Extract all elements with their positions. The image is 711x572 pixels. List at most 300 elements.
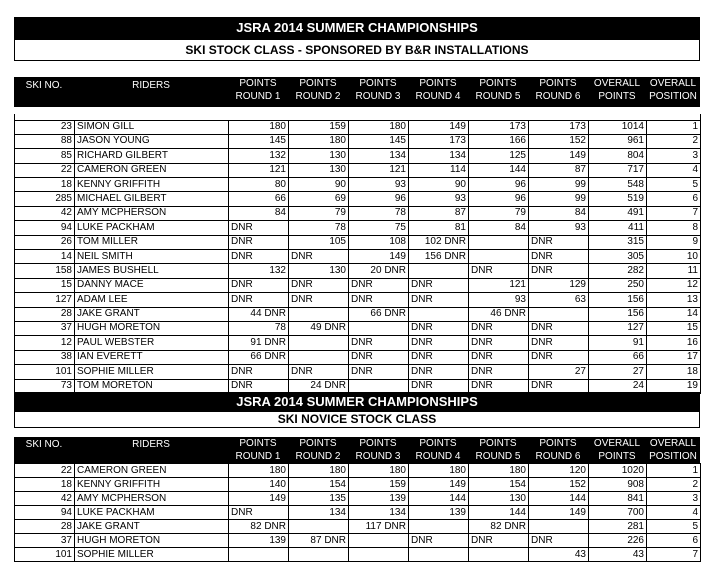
cell-ski-no: 22 [15, 163, 75, 177]
cell-round-2 [289, 307, 349, 321]
cell-round-4: DNR [409, 293, 469, 307]
cell-round-1: 84 [229, 206, 289, 220]
cell-round-2: 78 [289, 221, 349, 235]
header-overall-position: OVERALL POSITION [649, 438, 697, 462]
cell-rider: TOM MILLER [75, 235, 229, 249]
cell-round-4: 87 [409, 206, 469, 220]
table-row [15, 264, 701, 278]
cell-round-3 [349, 321, 409, 335]
cell-round-5: 173 [469, 120, 529, 134]
cell-round-4: 114 [409, 163, 469, 177]
table-row [15, 492, 701, 506]
cell-overall-position: 5 [647, 520, 701, 534]
cell-overall-points: 305 [589, 250, 647, 264]
cell-round-1: 82 DNR [229, 520, 289, 534]
cell-ski-no: 37 [15, 534, 75, 548]
cell-round-4 [409, 548, 469, 562]
cell-rider: KENNY GRIFFITH [75, 178, 229, 192]
cell-round-2: 154 [289, 478, 349, 492]
cell-round-5: 84 [469, 221, 529, 235]
cell-round-6: 149 [529, 149, 589, 163]
cell-round-4: DNR [409, 321, 469, 335]
cell-overall-position: 14 [647, 307, 701, 321]
cell-round-1: 139 [229, 534, 289, 548]
cell-round-1: 140 [229, 478, 289, 492]
cell-overall-points: 1020 [589, 464, 647, 478]
cell-round-3: 149 [349, 250, 409, 264]
cell-round-6: 43 [529, 548, 589, 562]
cell-round-6: DNR [529, 264, 589, 278]
cell-overall-position: 7 [647, 206, 701, 220]
cell-rider: JAKE GRANT [75, 307, 229, 321]
cell-overall-position: 4 [647, 163, 701, 177]
cell-round-1: DNR [229, 221, 289, 235]
header-overall-position: OVERALL POSITION [649, 78, 697, 102]
cell-round-4: 149 [409, 120, 469, 134]
cell-round-4: 90 [409, 178, 469, 192]
cell-round-6: 152 [529, 478, 589, 492]
cell-round-2: 49 DNR [289, 321, 349, 335]
cell-overall-position: 12 [647, 278, 701, 292]
cell-round-1: DNR [229, 235, 289, 249]
cell-ski-no: 37 [15, 321, 75, 335]
cell-round-2: 69 [289, 192, 349, 206]
table-row [15, 350, 701, 364]
cell-round-5: 144 [469, 506, 529, 520]
cell-round-2: 130 [289, 163, 349, 177]
cell-round-4: 102 DNR [409, 235, 469, 249]
cell-round-1: 80 [229, 178, 289, 192]
cell-rider: CAMERON GREEN [75, 464, 229, 478]
cell-rider: AMY MCPHERSON [75, 206, 229, 220]
cell-overall-points: 66 [589, 350, 647, 364]
cell-round-3: 180 [349, 464, 409, 478]
cell-round-2: 79 [289, 206, 349, 220]
cell-overall-position: 2 [647, 134, 701, 148]
cell-ski-no: 101 [15, 365, 75, 379]
cell-round-2: 87 DNR [289, 534, 349, 548]
header-round-4: POINTS ROUND 4 [415, 438, 461, 462]
header-ski-no: SKI NO. [25, 439, 63, 450]
cell-round-6: DNR [529, 350, 589, 364]
cell-round-1: 91 DNR [229, 336, 289, 350]
cell-ski-no: 14 [15, 250, 75, 264]
cell-ski-no: 15 [15, 278, 75, 292]
cell-round-1: DNR [229, 278, 289, 292]
cell-round-6: DNR [529, 379, 589, 393]
cell-overall-points: 91 [589, 336, 647, 350]
cell-overall-points: 411 [589, 221, 647, 235]
table-row [15, 134, 701, 148]
cell-round-4: 93 [409, 192, 469, 206]
table-row [15, 293, 701, 307]
cell-round-6: 63 [529, 293, 589, 307]
stock-subtitle: SKI STOCK CLASS - SPONSORED BY B&R INSTALLATIONS [14, 39, 700, 61]
cell-round-1: 149 [229, 492, 289, 506]
cell-overall-points: 281 [589, 520, 647, 534]
cell-round-2 [289, 520, 349, 534]
cell-round-1 [229, 548, 289, 562]
cell-round-1: 66 [229, 192, 289, 206]
cell-ski-no: 85 [15, 149, 75, 163]
header-round-2: POINTS ROUND 2 [295, 438, 341, 462]
cell-overall-position: 2 [647, 478, 701, 492]
cell-round-1: 121 [229, 163, 289, 177]
cell-overall-position: 8 [647, 221, 701, 235]
cell-round-2: 105 [289, 235, 349, 249]
cell-rider: HUGH MORETON [75, 321, 229, 335]
cell-overall-points: 548 [589, 178, 647, 192]
cell-round-6: 129 [529, 278, 589, 292]
cell-ski-no: 42 [15, 206, 75, 220]
cell-overall-position: 6 [647, 534, 701, 548]
cell-ski-no: 18 [15, 478, 75, 492]
cell-overall-points: 700 [589, 506, 647, 520]
cell-round-5: 96 [469, 192, 529, 206]
cell-round-2: 180 [289, 134, 349, 148]
cell-round-6 [529, 520, 589, 534]
cell-round-3: 108 [349, 235, 409, 249]
table-row [15, 178, 701, 192]
cell-round-6: 27 [529, 365, 589, 379]
cell-round-5: 154 [469, 478, 529, 492]
cell-round-5: 180 [469, 464, 529, 478]
cell-round-5: 93 [469, 293, 529, 307]
header-round-4: POINTS ROUND 4 [415, 78, 461, 102]
cell-round-3: 93 [349, 178, 409, 192]
cell-round-3: 66 DNR [349, 307, 409, 321]
cell-round-2: 134 [289, 506, 349, 520]
cell-rider: SOPHIE MILLER [75, 548, 229, 562]
cell-round-5: 125 [469, 149, 529, 163]
cell-round-4: 139 [409, 506, 469, 520]
cell-round-6: 149 [529, 506, 589, 520]
cell-round-4: 149 [409, 478, 469, 492]
cell-round-6 [529, 307, 589, 321]
cell-round-5 [469, 548, 529, 562]
cell-overall-points: 226 [589, 534, 647, 548]
novice-title: JSRA 2014 SUMMER CHAMPIONSHIPS [14, 392, 700, 411]
cell-overall-position: 7 [647, 548, 701, 562]
cell-rider: RICHARD GILBERT [75, 149, 229, 163]
table-row [15, 336, 701, 350]
cell-ski-no: 38 [15, 350, 75, 364]
header-ski-no: SKI NO. [25, 80, 63, 91]
cell-rider: JAMES BUSHELL [75, 264, 229, 278]
novice-results-table [14, 463, 701, 562]
cell-rider: KENNY GRIFFITH [75, 478, 229, 492]
header-overall-points: OVERALL POINTS [593, 438, 641, 462]
cell-round-5: 144 [469, 163, 529, 177]
cell-rider: LUKE PACKHAM [75, 221, 229, 235]
header-round-2: POINTS ROUND 2 [295, 78, 341, 102]
cell-overall-position: 18 [647, 365, 701, 379]
cell-round-5: DNR [469, 321, 529, 335]
cell-round-2: DNR [289, 250, 349, 264]
cell-round-1: DNR [229, 250, 289, 264]
table-row [15, 464, 701, 478]
cell-overall-points: 250 [589, 278, 647, 292]
table-row [15, 278, 701, 292]
cell-round-5: DNR [469, 534, 529, 548]
cell-round-2 [289, 548, 349, 562]
cell-round-3: 121 [349, 163, 409, 177]
cell-overall-position: 3 [647, 492, 701, 506]
cell-round-2: DNR [289, 278, 349, 292]
cell-overall-position: 3 [647, 149, 701, 163]
cell-round-6: DNR [529, 336, 589, 350]
cell-round-5: DNR [469, 379, 529, 393]
cell-round-1: DNR [229, 365, 289, 379]
cell-ski-no: 28 [15, 520, 75, 534]
cell-round-4: DNR [409, 534, 469, 548]
cell-rider: NEIL SMITH [75, 250, 229, 264]
cell-ski-no: 23 [15, 120, 75, 134]
header-round-3: POINTS ROUND 3 [355, 78, 401, 102]
cell-overall-points: 127 [589, 321, 647, 335]
cell-rider: SIMON GILL [75, 120, 229, 134]
cell-ski-no: 94 [15, 506, 75, 520]
cell-round-6: DNR [529, 250, 589, 264]
cell-round-3: DNR [349, 350, 409, 364]
cell-overall-points: 491 [589, 206, 647, 220]
cell-round-4 [409, 520, 469, 534]
novice-subtitle: SKI NOVICE STOCK CLASS [14, 411, 700, 428]
cell-overall-position: 10 [647, 250, 701, 264]
table-row [15, 548, 701, 562]
cell-overall-points: 282 [589, 264, 647, 278]
cell-round-3: 96 [349, 192, 409, 206]
cell-rider: AMY MCPHERSON [75, 492, 229, 506]
table-row [15, 250, 701, 264]
cell-rider: TOM MORETON [75, 379, 229, 393]
header-round-5: POINTS ROUND 5 [475, 78, 521, 102]
cell-ski-no: 101 [15, 548, 75, 562]
cell-overall-points: 961 [589, 134, 647, 148]
table-row [15, 192, 701, 206]
cell-overall-position: 5 [647, 178, 701, 192]
cell-round-3: DNR [349, 336, 409, 350]
cell-ski-no: 88 [15, 134, 75, 148]
cell-round-6: 84 [529, 206, 589, 220]
cell-overall-position: 1 [647, 120, 701, 134]
cell-rider: CAMERON GREEN [75, 163, 229, 177]
cell-round-5: 166 [469, 134, 529, 148]
table-row [15, 120, 701, 134]
header-round-5: POINTS ROUND 5 [475, 438, 521, 462]
cell-overall-position: 1 [647, 464, 701, 478]
cell-round-6: 144 [529, 492, 589, 506]
table-row [15, 221, 701, 235]
stock-results-table [14, 114, 701, 394]
cell-round-3 [349, 534, 409, 548]
cell-round-6: 99 [529, 178, 589, 192]
header-riders: RIDERS [132, 80, 170, 91]
table-row [15, 321, 701, 335]
cell-overall-position: 16 [647, 336, 701, 350]
cell-round-3: 145 [349, 134, 409, 148]
cell-round-4: 180 [409, 464, 469, 478]
cell-round-6: 93 [529, 221, 589, 235]
cell-overall-position: 9 [647, 235, 701, 249]
cell-ski-no: 28 [15, 307, 75, 321]
table-row [15, 235, 701, 249]
table-row [15, 163, 701, 177]
cell-round-2: 130 [289, 264, 349, 278]
cell-round-1: 180 [229, 464, 289, 478]
cell-round-4: 81 [409, 221, 469, 235]
cell-ski-no: 18 [15, 178, 75, 192]
cell-rider: DANNY MACE [75, 278, 229, 292]
cell-round-3 [349, 548, 409, 562]
cell-rider: JAKE GRANT [75, 520, 229, 534]
cell-round-5: 82 DNR [469, 520, 529, 534]
cell-round-3: 134 [349, 149, 409, 163]
cell-rider: IAN EVERETT [75, 350, 229, 364]
cell-round-4: DNR [409, 379, 469, 393]
table-row [15, 478, 701, 492]
cell-round-6: 87 [529, 163, 589, 177]
cell-overall-points: 908 [589, 478, 647, 492]
table-row [15, 534, 701, 548]
cell-round-3: DNR [349, 293, 409, 307]
stock-header-row [14, 77, 700, 107]
cell-round-2: 90 [289, 178, 349, 192]
cell-round-3: 78 [349, 206, 409, 220]
cell-round-3: DNR [349, 365, 409, 379]
cell-round-4: DNR [409, 365, 469, 379]
cell-round-4: DNR [409, 350, 469, 364]
cell-round-3: 117 DNR [349, 520, 409, 534]
cell-round-6: 173 [529, 120, 589, 134]
cell-overall-points: 519 [589, 192, 647, 206]
cell-overall-points: 156 [589, 307, 647, 321]
cell-overall-points: 156 [589, 293, 647, 307]
table-row [15, 520, 701, 534]
cell-ski-no: 22 [15, 464, 75, 478]
cell-overall-position: 6 [647, 192, 701, 206]
header-round-1: POINTS ROUND 1 [235, 78, 281, 102]
cell-round-1: 132 [229, 264, 289, 278]
cell-round-1: DNR [229, 379, 289, 393]
cell-round-1: 132 [229, 149, 289, 163]
cell-round-5: 46 DNR [469, 307, 529, 321]
cell-round-4: 144 [409, 492, 469, 506]
cell-round-4 [409, 264, 469, 278]
cell-ski-no: 42 [15, 492, 75, 506]
cell-round-1: DNR [229, 293, 289, 307]
cell-rider: SOPHIE MILLER [75, 365, 229, 379]
cell-ski-no: 127 [15, 293, 75, 307]
cell-round-4: DNR [409, 278, 469, 292]
table-row [15, 307, 701, 321]
cell-rider: HUGH MORETON [75, 534, 229, 548]
novice-header-row [14, 437, 700, 464]
cell-overall-points: 804 [589, 149, 647, 163]
cell-overall-points: 315 [589, 235, 647, 249]
cell-round-6: 152 [529, 134, 589, 148]
cell-round-1: 180 [229, 120, 289, 134]
cell-overall-position: 11 [647, 264, 701, 278]
cell-overall-points: 27 [589, 365, 647, 379]
cell-round-6: DNR [529, 321, 589, 335]
cell-round-4 [409, 307, 469, 321]
cell-overall-points: 43 [589, 548, 647, 562]
cell-round-3: 75 [349, 221, 409, 235]
cell-round-3: DNR [349, 278, 409, 292]
cell-round-1: 44 DNR [229, 307, 289, 321]
cell-round-5: DNR [469, 350, 529, 364]
cell-round-4: 173 [409, 134, 469, 148]
cell-round-4: 134 [409, 149, 469, 163]
header-riders: RIDERS [132, 439, 170, 450]
cell-round-5: 121 [469, 278, 529, 292]
header-round-6: POINTS ROUND 6 [535, 438, 581, 462]
cell-overall-position: 17 [647, 350, 701, 364]
cell-ski-no: 12 [15, 336, 75, 350]
cell-overall-points: 717 [589, 163, 647, 177]
cell-ski-no: 285 [15, 192, 75, 206]
cell-round-3: 134 [349, 506, 409, 520]
cell-round-6: DNR [529, 534, 589, 548]
cell-ski-no: 158 [15, 264, 75, 278]
cell-round-5 [469, 250, 529, 264]
cell-round-5: DNR [469, 336, 529, 350]
cell-round-5: 79 [469, 206, 529, 220]
cell-round-5: DNR [469, 264, 529, 278]
cell-rider: PAUL WEBSTER [75, 336, 229, 350]
cell-round-5 [469, 235, 529, 249]
cell-round-1: 145 [229, 134, 289, 148]
cell-overall-points: 841 [589, 492, 647, 506]
cell-ski-no: 94 [15, 221, 75, 235]
header-round-3: POINTS ROUND 3 [355, 438, 401, 462]
cell-overall-points: 24 [589, 379, 647, 393]
table-row [15, 206, 701, 220]
cell-round-5: 96 [469, 178, 529, 192]
cell-round-2: 135 [289, 492, 349, 506]
table-row [15, 506, 701, 520]
cell-round-2: DNR [289, 365, 349, 379]
cell-overall-position: 4 [647, 506, 701, 520]
cell-round-1: 78 [229, 321, 289, 335]
cell-round-1: 66 DNR [229, 350, 289, 364]
table-row [15, 365, 701, 379]
cell-rider: ADAM LEE [75, 293, 229, 307]
stock-title: JSRA 2014 SUMMER CHAMPIONSHIPS [14, 17, 700, 39]
header-overall-points: OVERALL POINTS [593, 78, 641, 102]
cell-overall-position: 13 [647, 293, 701, 307]
cell-round-5: DNR [469, 365, 529, 379]
cell-round-5: 130 [469, 492, 529, 506]
cell-rider: LUKE PACKHAM [75, 506, 229, 520]
cell-overall-position: 19 [647, 379, 701, 393]
cell-rider: MICHAEL GILBERT [75, 192, 229, 206]
cell-ski-no: 73 [15, 379, 75, 393]
cell-round-3: 20 DNR [349, 264, 409, 278]
cell-round-4: 156 DNR [409, 250, 469, 264]
cell-round-2 [289, 336, 349, 350]
cell-round-3: 180 [349, 120, 409, 134]
cell-round-3: 159 [349, 478, 409, 492]
header-round-6: POINTS ROUND 6 [535, 78, 581, 102]
cell-round-4: DNR [409, 336, 469, 350]
table-row [15, 149, 701, 163]
header-round-1: POINTS ROUND 1 [235, 438, 281, 462]
cell-round-3: 139 [349, 492, 409, 506]
cell-rider: JASON YOUNG [75, 134, 229, 148]
cell-round-2: 130 [289, 149, 349, 163]
